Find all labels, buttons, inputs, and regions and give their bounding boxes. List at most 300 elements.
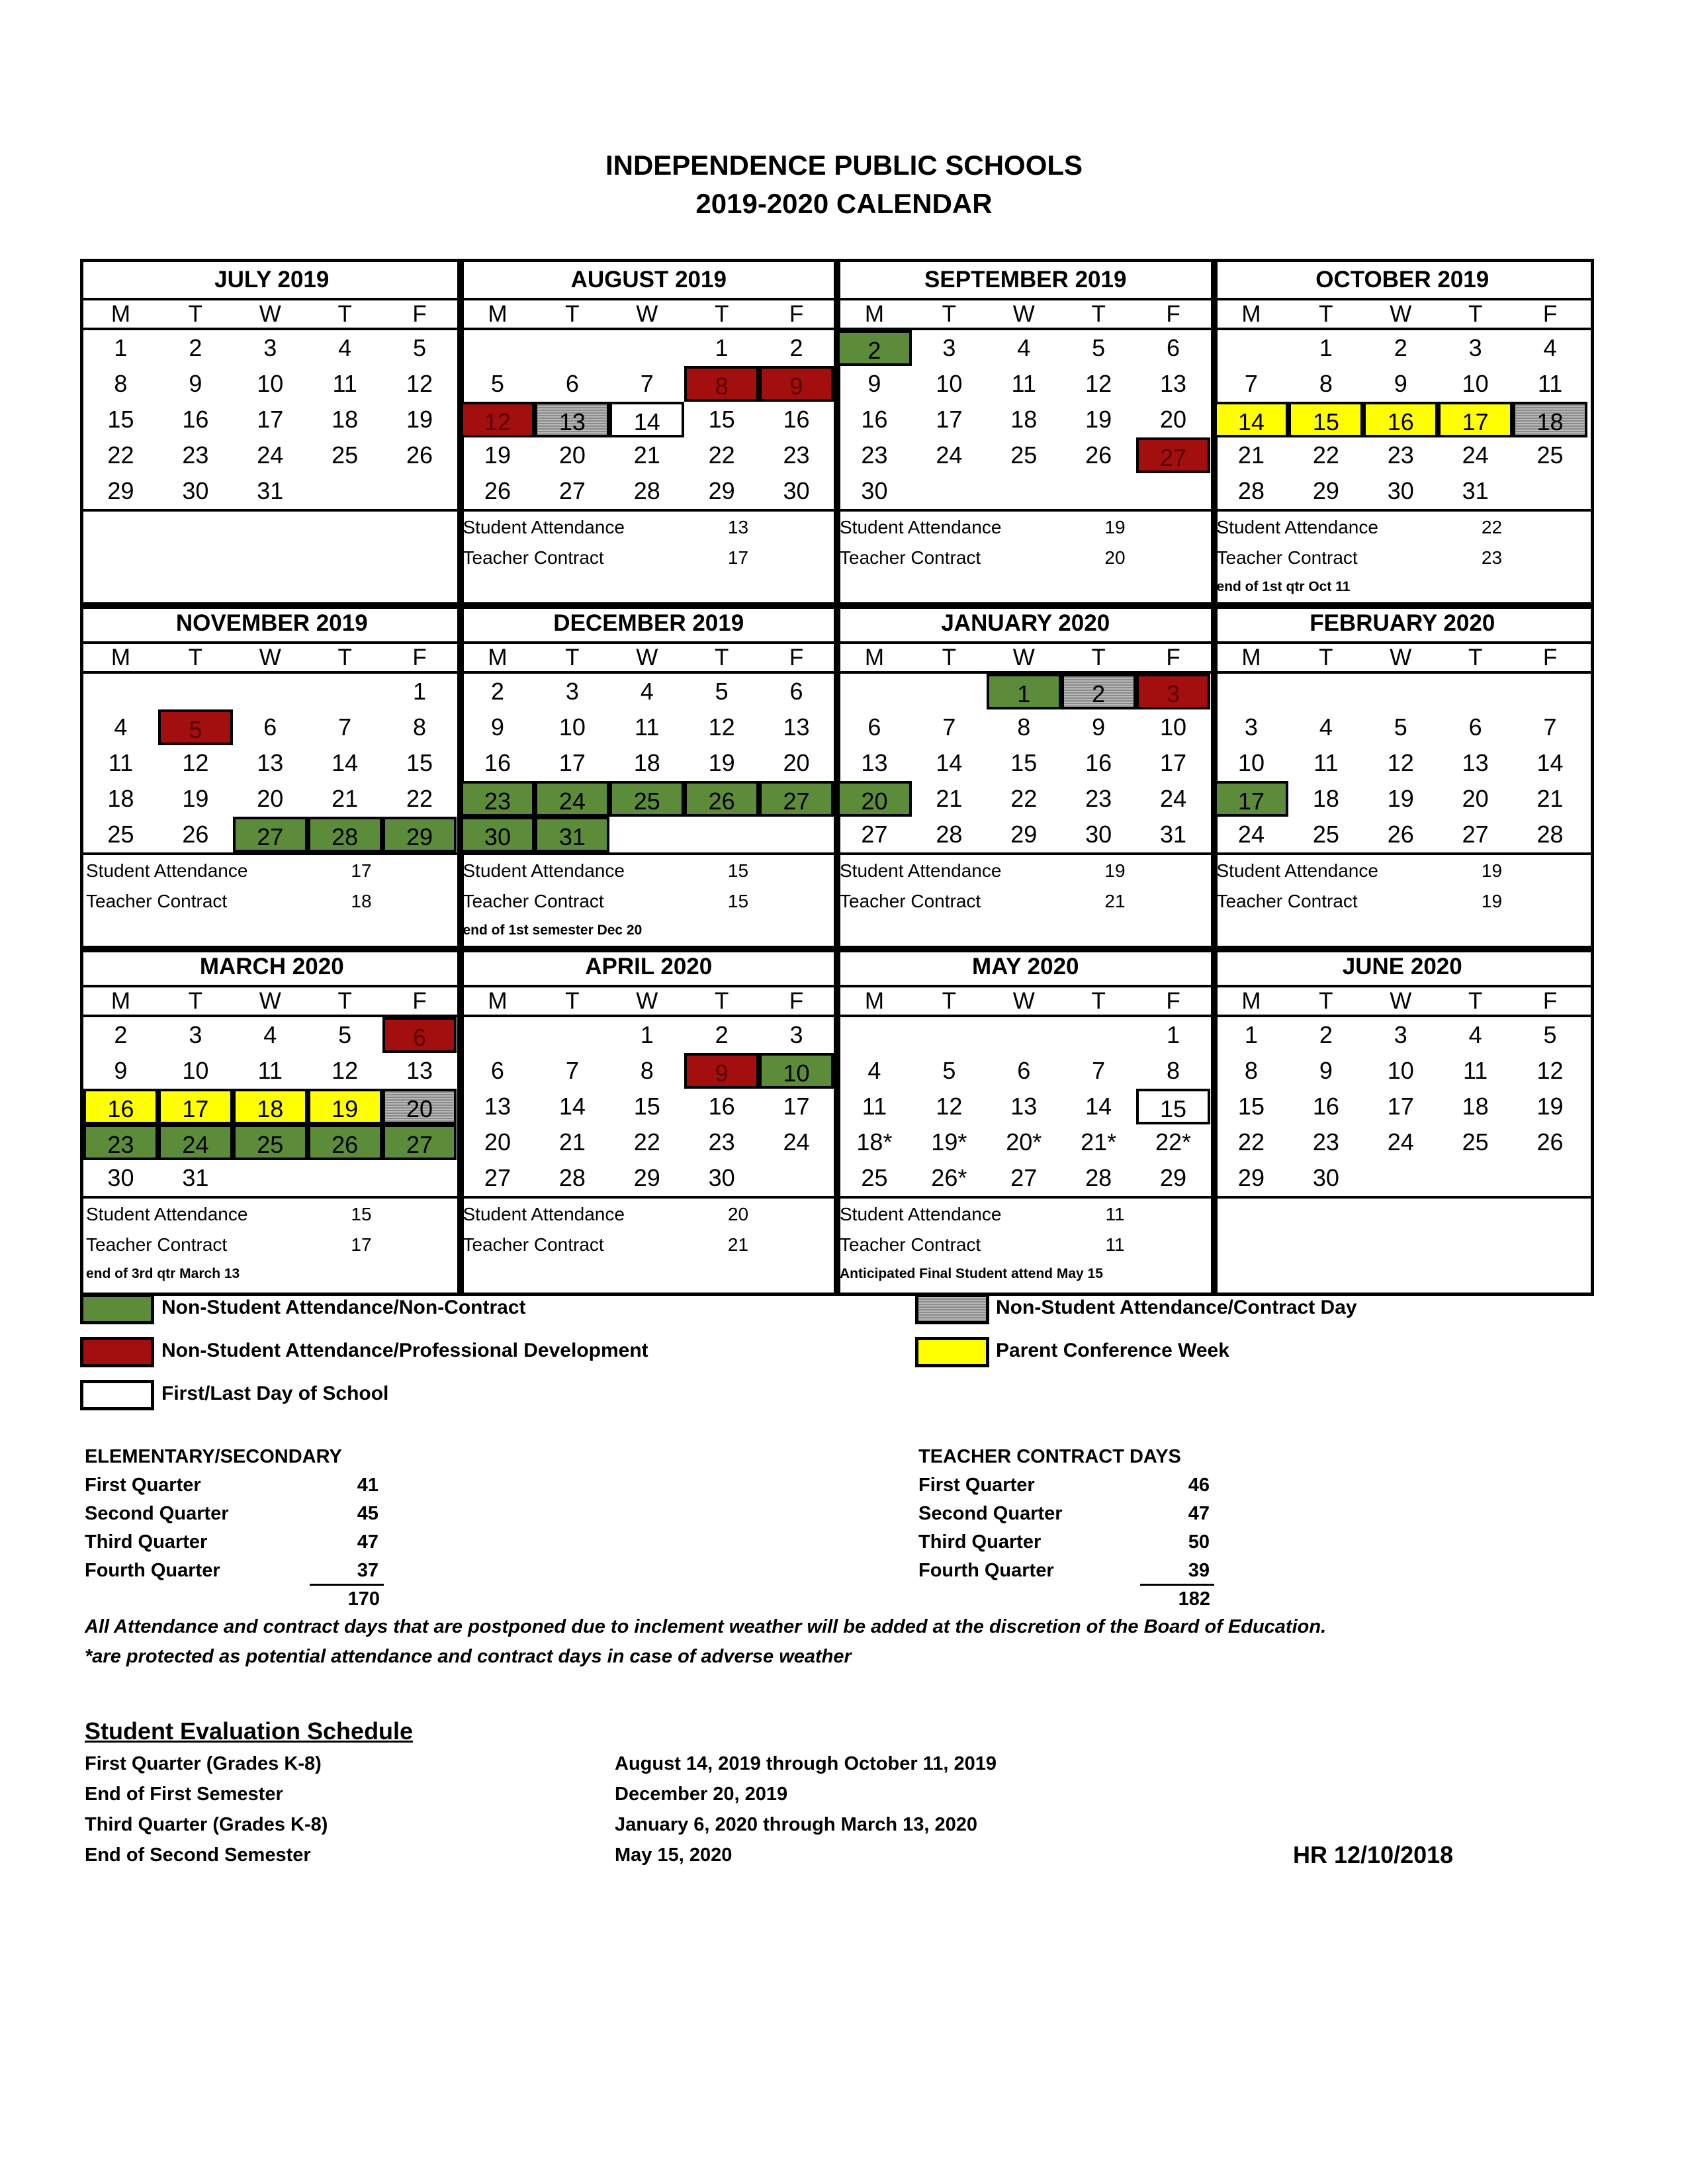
- weekday-header: W: [1390, 988, 1412, 1014]
- attendance-value: 15: [351, 1204, 372, 1224]
- day-cell: 28: [1085, 1164, 1112, 1191]
- day-cell: 7: [565, 1057, 579, 1084]
- weekday-header: W: [1390, 301, 1412, 327]
- day-cell: 28: [558, 1164, 586, 1191]
- contract-value: 21: [727, 1234, 749, 1255]
- day-cell: 25: [332, 441, 359, 469]
- weekday-header: T: [337, 988, 352, 1014]
- day-cell: 7: [640, 370, 654, 397]
- day-cell: 9: [1092, 713, 1106, 741]
- weekday-header: W: [1012, 645, 1035, 670]
- day-cell: 1: [715, 334, 729, 361]
- weekday-header: F: [1166, 645, 1180, 670]
- day-cell: 23: [461, 781, 535, 817]
- quarter-label: Third Quarter: [918, 1531, 1042, 1553]
- day-cell: 9: [114, 1057, 128, 1084]
- contract-value: 17: [727, 547, 749, 568]
- weekday-header: F: [789, 988, 804, 1014]
- day-cell: 18*: [856, 1128, 893, 1156]
- weekday-header: F: [1542, 988, 1558, 1014]
- quarter-label: Fourth Quarter: [918, 1560, 1054, 1581]
- day-cell: 20: [558, 441, 586, 469]
- month-note: Anticipated Final Student attend May 15: [840, 1266, 1103, 1281]
- weekday-header: W: [636, 645, 658, 670]
- day-cell: 3: [565, 678, 579, 705]
- day-cell: 24: [1160, 785, 1187, 812]
- day-cell: 7: [1543, 713, 1557, 741]
- day-cell: 19: [1536, 1093, 1564, 1120]
- legend-label-non-contract: Non-Student Attendance/Non-Contract: [161, 1297, 526, 1318]
- legend-swatch-non-contract: [80, 1294, 154, 1324]
- day-cell: 8: [1244, 1057, 1258, 1084]
- day-cell: 23: [83, 1124, 158, 1160]
- day-cell: 16: [83, 1089, 158, 1124]
- day-cell: 25: [107, 821, 134, 848]
- day-cell: 28: [633, 477, 660, 504]
- day-cell: 13: [783, 713, 810, 741]
- day-cell: 3: [1244, 713, 1258, 741]
- day-cell: 1: [1244, 1021, 1258, 1048]
- day-cell: 23: [182, 441, 209, 469]
- day-cell: 24: [783, 1128, 810, 1156]
- day-cell: 27: [233, 817, 308, 852]
- day-cell: 6: [1468, 713, 1482, 741]
- day-cell: 10: [1237, 749, 1265, 776]
- day-cell: 6: [263, 713, 277, 741]
- day-cell: 12: [461, 402, 535, 437]
- weekday-header-row: [83, 985, 461, 1017]
- day-cell: 24: [936, 441, 963, 469]
- day-cell: 30: [1312, 1164, 1339, 1191]
- attendance-value: 17: [351, 860, 372, 881]
- month-name: JULY 2019: [214, 267, 330, 293]
- weekday-header: M: [864, 645, 885, 670]
- month-block: [834, 259, 1218, 609]
- weekday-header: F: [789, 645, 804, 670]
- day-cell: 21: [1237, 441, 1265, 469]
- day-cell: 16: [1085, 749, 1112, 776]
- month-block: [1211, 259, 1595, 609]
- day-cell: 11: [332, 370, 357, 397]
- day-cell: 15: [406, 749, 433, 776]
- day-cell: 27: [1010, 1164, 1038, 1191]
- protected-days-note: *are protected as potential attendance and contract days in case of adverse weather: [85, 1646, 852, 1667]
- day-cell: 2: [114, 1021, 128, 1048]
- month-block: [80, 602, 464, 952]
- day-cell: 25: [1536, 441, 1564, 469]
- day-cell: 11: [1011, 370, 1036, 397]
- month-name: MAY 2020: [971, 954, 1079, 979]
- quarter-days: 50: [1188, 1531, 1210, 1553]
- day-cell: 24: [1387, 1128, 1414, 1156]
- day-cell: 22: [633, 1128, 660, 1156]
- weekday-header: W: [636, 301, 658, 327]
- weekday-header: W: [1012, 988, 1035, 1014]
- day-cell: 29: [1160, 1164, 1187, 1191]
- month-name: JUNE 2020: [1342, 954, 1462, 979]
- quarter-label: Third Quarter: [85, 1531, 208, 1553]
- day-cell: 4: [1468, 1021, 1482, 1048]
- day-cell: 30: [107, 1164, 134, 1191]
- elementary-total: 170: [347, 1588, 380, 1610]
- day-cell: 12: [1387, 749, 1414, 776]
- day-cell: 31: [1462, 477, 1489, 504]
- weekday-header: T: [1091, 988, 1106, 1014]
- quarter-label: Second Quarter: [918, 1503, 1063, 1524]
- day-cell: 23: [783, 441, 810, 469]
- day-cell: 18: [1462, 1093, 1489, 1120]
- day-cell: 8: [684, 366, 759, 402]
- calendar-grid: [80, 259, 1601, 1299]
- day-cell: 19: [708, 749, 735, 776]
- month-block: [457, 602, 841, 952]
- day-cell: 23: [708, 1128, 735, 1156]
- contract-value: 20: [1104, 547, 1126, 568]
- day-cell: 27: [759, 781, 834, 817]
- month-stats: [837, 852, 1214, 949]
- contract-label: Teacher Contract: [840, 547, 981, 568]
- day-cell: 27: [1462, 821, 1489, 848]
- teacher-total-rule: [1140, 1584, 1214, 1586]
- day-cell: 1: [987, 674, 1061, 709]
- day-cell: 9: [189, 370, 202, 397]
- day-cell: 10: [257, 370, 284, 397]
- month-block: [1211, 602, 1595, 952]
- contract-value: 11: [1105, 1234, 1125, 1255]
- day-cell: 10: [1160, 713, 1187, 741]
- day-cell: 27: [1136, 437, 1211, 473]
- day-cell: 29: [633, 1164, 660, 1191]
- weekday-header-row: [837, 985, 1214, 1017]
- day-cell: 3: [789, 1021, 803, 1048]
- day-cell: 15: [107, 406, 134, 433]
- day-cell: 14: [1214, 402, 1289, 437]
- day-cell: 5: [1394, 713, 1407, 741]
- quarter-label: Fourth Quarter: [85, 1560, 220, 1581]
- month-stats: [837, 509, 1214, 606]
- day-cell: 26: [406, 441, 433, 469]
- day-cell: 7: [338, 713, 352, 741]
- day-cell: 1: [640, 1021, 654, 1048]
- attendance-label: Student Attendance: [840, 517, 1002, 537]
- month-name: JANUARY 2020: [941, 610, 1110, 636]
- day-cell: 13: [406, 1057, 433, 1084]
- day-cell: 25: [1462, 1128, 1489, 1156]
- weekday-header-row: [837, 298, 1214, 330]
- day-cell: 4: [1017, 334, 1031, 361]
- contract-value: 18: [351, 891, 372, 911]
- day-cell: 15: [1237, 1093, 1265, 1120]
- day-cell: 11: [1462, 1057, 1488, 1084]
- elementary-total-rule: [310, 1584, 384, 1586]
- day-cell: 28: [1237, 477, 1265, 504]
- day-cell: 13: [1462, 749, 1489, 776]
- day-cell: 9: [759, 366, 834, 402]
- weekday-header: T: [565, 645, 580, 670]
- day-cell: 11: [257, 1057, 283, 1084]
- day-cell: 10: [759, 1053, 834, 1089]
- day-cell: 26: [308, 1124, 382, 1160]
- day-cell: 15: [633, 1093, 660, 1120]
- day-cell: 15: [1288, 402, 1363, 437]
- day-cell: 23: [1085, 785, 1112, 812]
- day-cell: 3: [942, 334, 956, 361]
- quarter-days: 41: [357, 1475, 378, 1496]
- month-block: [457, 946, 841, 1296]
- day-cell: 21: [936, 785, 963, 812]
- day-cell: 6: [382, 1017, 457, 1053]
- day-cell: 9: [867, 370, 881, 397]
- day-cell: 27: [558, 477, 586, 504]
- day-cell: 27: [484, 1164, 511, 1191]
- evaluation-dates: May 15, 2020: [615, 1844, 733, 1866]
- month-stats: [1214, 852, 1591, 949]
- weekday-header: T: [1468, 645, 1483, 670]
- teacher-contract-title: TEACHER CONTRACT DAYS: [918, 1446, 1181, 1467]
- day-cell: 19*: [931, 1128, 967, 1156]
- day-cell: 20: [1462, 785, 1489, 812]
- day-cell: 19: [182, 785, 209, 812]
- weekday-header: M: [111, 301, 131, 327]
- weekday-header: T: [1091, 301, 1106, 327]
- day-cell: 28: [936, 821, 963, 848]
- attendance-label: Student Attendance: [463, 517, 625, 537]
- contract-label: Teacher Contract: [1216, 547, 1358, 568]
- day-cell: 27: [861, 821, 888, 848]
- evaluation-period: Third Quarter (Grades K-8): [85, 1814, 328, 1835]
- legend-label-first-last: First/Last Day of School: [161, 1383, 389, 1404]
- month-block: [834, 946, 1218, 1296]
- day-cell: 7: [942, 713, 956, 741]
- weekday-header: T: [1319, 645, 1333, 670]
- day-cell: 24: [535, 781, 609, 817]
- day-cell: 20: [783, 749, 810, 776]
- weekday-header: T: [1468, 988, 1483, 1014]
- day-cell: 11: [108, 749, 134, 776]
- day-cell: 22: [107, 441, 134, 469]
- day-cell: 11: [1313, 749, 1339, 776]
- month-stats: [837, 1196, 1214, 1293]
- weekday-header: T: [337, 301, 352, 327]
- day-cell: 17: [783, 1093, 810, 1120]
- weekday-header: F: [789, 301, 804, 327]
- day-cell: 22*: [1155, 1128, 1192, 1156]
- day-cell: 8: [1319, 370, 1333, 397]
- weekday-header: F: [1542, 645, 1558, 670]
- day-cell: 10: [936, 370, 963, 397]
- month-name: MARCH 2020: [199, 954, 344, 979]
- month-name: AUGUST 2019: [570, 267, 727, 293]
- weekday-header-row: [1214, 298, 1591, 330]
- quarter-days: 39: [1188, 1560, 1210, 1581]
- attendance-value: 22: [1481, 517, 1503, 537]
- weekday-header: T: [714, 301, 729, 327]
- month-stats: [461, 509, 838, 606]
- day-cell: 12: [708, 713, 735, 741]
- day-cell: 5: [158, 709, 233, 745]
- weekday-header: M: [111, 645, 131, 670]
- day-cell: 24: [257, 441, 284, 469]
- weekday-header: T: [942, 988, 957, 1014]
- attendance-label: Student Attendance: [463, 860, 625, 881]
- weekday-header: F: [412, 988, 427, 1014]
- day-cell: 10: [558, 713, 586, 741]
- day-cell: 14: [332, 749, 359, 776]
- contract-label: Teacher Contract: [86, 891, 228, 911]
- day-cell: 19: [484, 441, 511, 469]
- evaluation-period: End of First Semester: [85, 1784, 283, 1805]
- day-cell: 23: [1387, 441, 1414, 469]
- evaluation-dates: January 6, 2020 through March 13, 2020: [615, 1814, 978, 1835]
- weekday-header: T: [565, 301, 580, 327]
- day-cell: 16: [708, 1093, 735, 1120]
- day-cell: 16: [1312, 1093, 1339, 1120]
- calendar-year-title: 2019-2020 CALENDAR: [695, 188, 993, 219]
- weekday-header: W: [1012, 301, 1035, 327]
- day-cell: 16: [182, 406, 209, 433]
- quarter-days: 47: [357, 1531, 378, 1553]
- day-cell: 4: [1319, 713, 1333, 741]
- weekday-header-row: [461, 298, 838, 330]
- day-cell: 23: [861, 441, 888, 469]
- contract-label: Teacher Contract: [463, 891, 604, 911]
- weekday-header: T: [714, 645, 729, 670]
- weekday-header: F: [1542, 301, 1558, 327]
- weekday-header: W: [259, 988, 281, 1014]
- day-cell: 22: [708, 441, 735, 469]
- day-cell: 19: [1387, 785, 1414, 812]
- day-cell: 20*: [1006, 1128, 1042, 1156]
- legend-swatch-contract-day: [915, 1294, 989, 1324]
- day-cell: 14: [558, 1093, 586, 1120]
- day-cell: 6: [1017, 1057, 1031, 1084]
- month-stats: [83, 852, 461, 949]
- weekday-header: W: [636, 988, 658, 1014]
- day-cell: 30: [708, 1164, 735, 1191]
- weekday-header-row: [1214, 985, 1591, 1017]
- month-stats: [83, 1196, 461, 1293]
- weekday-header-row: [461, 641, 838, 674]
- month-name: FEBRUARY 2020: [1310, 610, 1495, 636]
- day-cell: 18: [107, 785, 134, 812]
- day-cell: 26: [684, 781, 759, 817]
- school-name: INDEPENDENCE PUBLIC SCHOOLS: [605, 150, 1083, 181]
- day-cell: 24: [1237, 821, 1265, 848]
- day-cell: 2: [189, 334, 202, 361]
- day-cell: 29: [708, 477, 735, 504]
- day-cell: 6: [1167, 334, 1180, 361]
- day-cell: 25: [1010, 441, 1038, 469]
- day-cell: 5: [715, 678, 729, 705]
- weekday-header-row: [1214, 641, 1591, 674]
- day-cell: 12: [406, 370, 433, 397]
- day-cell: 13: [861, 749, 888, 776]
- day-cell: 1: [1167, 1021, 1180, 1048]
- month-block: [834, 602, 1218, 952]
- day-cell: 20: [257, 785, 284, 812]
- attendance-value: 20: [727, 1204, 749, 1224]
- weekday-header: W: [259, 301, 281, 327]
- day-cell: 5: [413, 334, 427, 361]
- day-cell: 11: [862, 1093, 887, 1120]
- evaluation-period: First Quarter (Grades K-8): [85, 1753, 322, 1774]
- day-cell: 13: [535, 402, 609, 437]
- day-cell: 14: [1085, 1093, 1112, 1120]
- weekday-header: F: [412, 645, 427, 670]
- day-cell: 16: [484, 749, 511, 776]
- day-cell: 10: [182, 1057, 209, 1084]
- day-cell: 24: [1462, 441, 1489, 469]
- weekday-header: M: [864, 988, 885, 1014]
- day-cell: 18: [332, 406, 359, 433]
- day-cell: 18: [633, 749, 660, 776]
- day-cell: 12: [1085, 370, 1112, 397]
- day-cell: 19: [308, 1089, 382, 1124]
- day-cell: 3: [263, 334, 277, 361]
- day-cell: 21*: [1081, 1128, 1117, 1156]
- quarter-days: 37: [357, 1560, 378, 1581]
- day-cell: 2: [837, 330, 912, 366]
- teacher-total: 182: [1178, 1588, 1210, 1610]
- contract-label: Teacher Contract: [463, 1234, 604, 1255]
- day-cell: 12: [1536, 1057, 1564, 1084]
- day-cell: 6: [490, 1057, 504, 1084]
- day-cell: 13: [484, 1093, 511, 1120]
- weekday-header: M: [488, 645, 508, 670]
- weekday-header-row: [83, 641, 461, 674]
- contract-value: 15: [727, 891, 749, 911]
- legend-swatch-prof-dev: [80, 1337, 154, 1367]
- day-cell: 22: [406, 785, 433, 812]
- weekday-header: T: [1091, 645, 1106, 670]
- day-cell: 31: [257, 477, 284, 504]
- month-block: [457, 259, 841, 609]
- quarter-label: First Quarter: [85, 1475, 201, 1496]
- day-cell: 26*: [931, 1164, 967, 1191]
- day-cell: 14: [609, 402, 684, 437]
- day-cell: 25: [609, 781, 684, 817]
- revision-stamp: HR 12/10/2018: [1293, 1841, 1454, 1868]
- quarter-days: 46: [1188, 1475, 1210, 1496]
- day-cell: 9: [1319, 1057, 1333, 1084]
- day-cell: 4: [338, 334, 352, 361]
- day-cell: 2: [715, 1021, 729, 1048]
- day-cell: 17: [1438, 402, 1513, 437]
- legend-label-prof-dev: Non-Student Attendance/Professional Development: [161, 1340, 648, 1361]
- day-cell: 7: [1244, 370, 1258, 397]
- day-cell: 14: [1536, 749, 1564, 776]
- day-cell: 24: [158, 1124, 233, 1160]
- attendance-value: 11: [1105, 1204, 1125, 1224]
- day-cell: 11: [1537, 370, 1563, 397]
- contract-label: Teacher Contract: [840, 891, 981, 911]
- day-cell: 14: [936, 749, 963, 776]
- day-cell: 26: [1536, 1128, 1564, 1156]
- day-cell: 30: [861, 477, 888, 504]
- contract-label: Teacher Contract: [1216, 891, 1358, 911]
- weekday-header: T: [942, 645, 957, 670]
- day-cell: 5: [338, 1021, 352, 1048]
- day-cell: 27: [382, 1124, 457, 1160]
- attendance-label: Student Attendance: [1216, 860, 1378, 881]
- contract-value: 19: [1481, 891, 1503, 911]
- day-cell: 5: [490, 370, 504, 397]
- weekday-header: F: [412, 301, 427, 327]
- day-cell: 4: [114, 713, 128, 741]
- contract-label: Teacher Contract: [86, 1234, 228, 1255]
- day-cell: 10: [1387, 1057, 1414, 1084]
- day-cell: 18: [1513, 402, 1587, 437]
